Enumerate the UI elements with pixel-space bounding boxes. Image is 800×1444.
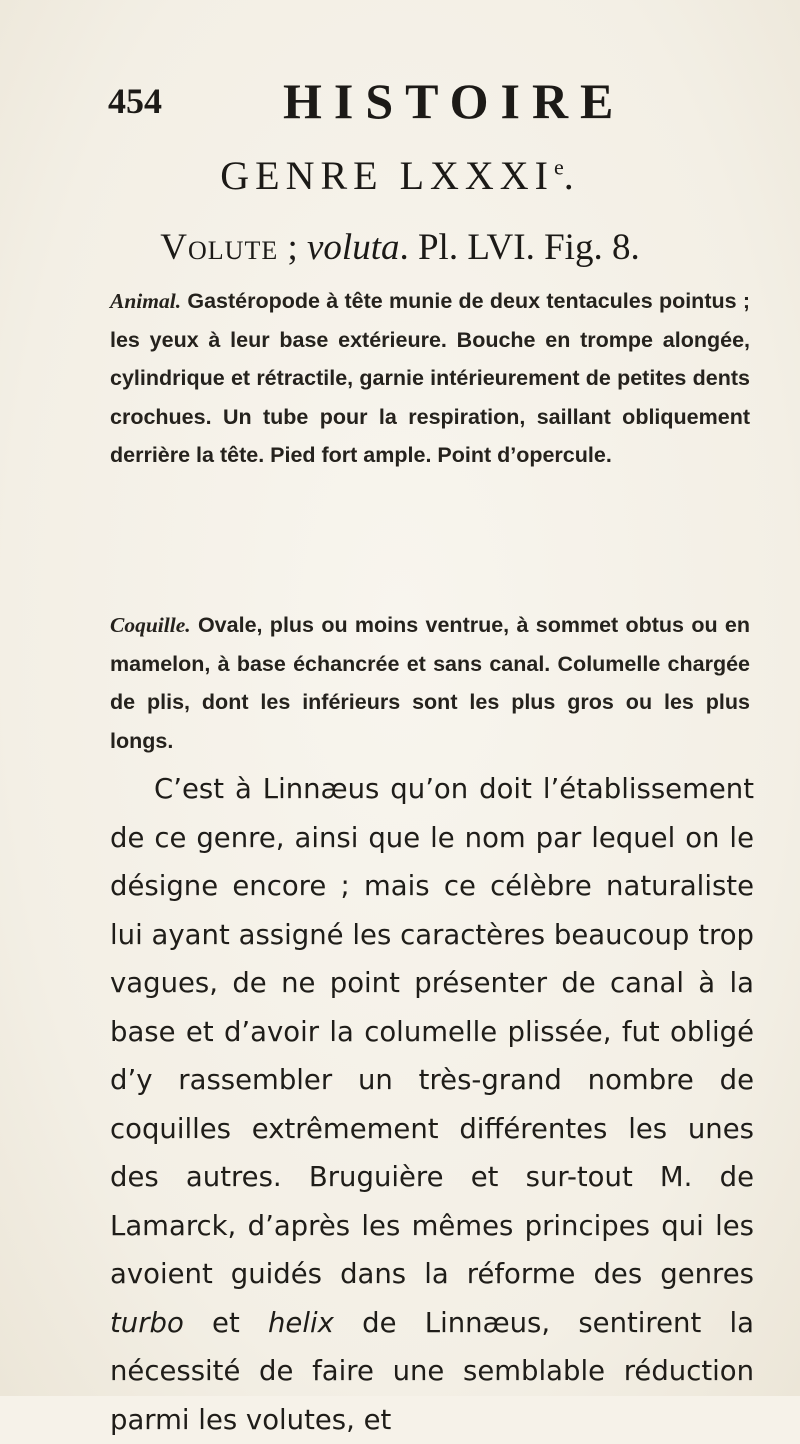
running-title: HISTOIRE — [283, 73, 626, 129]
genre-heading — [0, 152, 800, 199]
genre-ordinal: e — [553, 154, 564, 180]
running-head — [108, 72, 740, 132]
body-paragraph-main: C’est à Linnæus qu’on doit l’établissement de ce genre, ainsi que le nom par lequel on le désigne encore ; mais ce célèbre naturaliste lui ayant assigné les caractères beaucoup trop vagues, de ne point présenter de canal à la base et d’avoir la columelle plissée, fut obligé d’y rassembler un très-grand nombre de coquilles extrêmement différentes les unes des autres. Bruguière et sur-tout M. de Lamarck, d’après les mêmes principes qui les avoient guidés dans la réforme des genres — [110, 773, 754, 1290]
shell-description — [110, 606, 750, 760]
body-paragraph — [110, 765, 754, 1444]
shell-lead: Coquille. — [110, 613, 191, 637]
animal-description — [110, 282, 750, 475]
genus-name-fr: Volute — [160, 227, 279, 268]
subtitle-separator: ; — [278, 227, 307, 268]
body-paragraph-end: de Linnæus, sentirent la nécessité de faire une semblable réduction parmi les volutes, et — [110, 1306, 754, 1436]
animal-text: Gastéropode à tête munie de deux tentacules pointus ; les yeux à leur base extérieure. Bouche en trompe alongée, cylindrique et rétractile, garnie intérieurement de petites dents crochues. Un tube pour la respiration, saillant obliquement derrière la tête. Pied fort ample. Point d’opercule. — [110, 289, 750, 467]
body-text — [110, 765, 754, 1444]
genre-heading-text: GENRE LXXXI — [220, 153, 554, 198]
plate-reference: . Pl. LVI. Fig. 8. — [399, 227, 640, 268]
body-italic-helix: helix — [268, 1306, 334, 1339]
page-number: 454 — [108, 81, 162, 121]
body-italic-turbo: turbo — [110, 1306, 184, 1339]
genre-period: . — [563, 153, 580, 198]
genus-subtitle — [0, 226, 800, 269]
animal-lead: Animal. — [110, 289, 182, 313]
genus-name-latin: voluta — [307, 227, 400, 268]
shell-text: Ovale, plus ou moins ventrue, à sommet obtus ou en mamelon, à base échancrée et sans canal. Columelle chargée de plis, dont les inférieurs sont les plus gros ou les plus longs. — [110, 613, 750, 753]
body-paragraph-mid: et — [183, 1306, 268, 1339]
